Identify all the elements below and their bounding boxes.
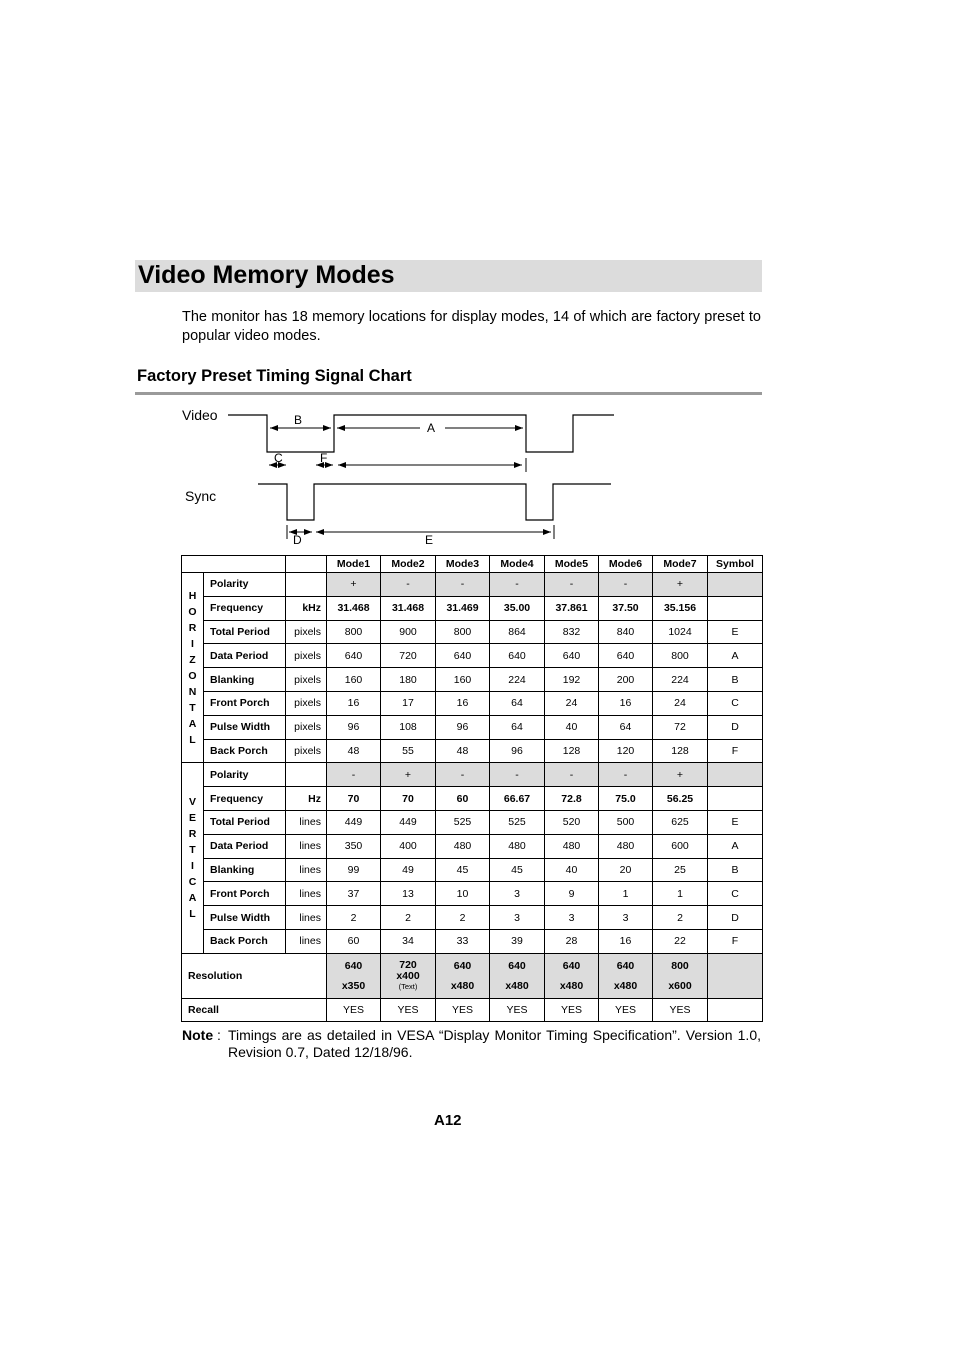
header-mode4: Mode4 — [490, 556, 545, 573]
resolution-height: x400 — [396, 970, 420, 983]
side-letter: R — [188, 621, 197, 634]
cell-value: - — [599, 573, 653, 597]
cell-value: 9 — [545, 882, 599, 906]
row-unit: lines — [286, 810, 327, 834]
label-c: C — [274, 451, 283, 465]
cell-value: 128 — [545, 739, 599, 763]
header-mode6: Mode6 — [599, 556, 653, 573]
header-mode2: Mode2 — [381, 556, 436, 573]
resolution-height: x480 — [505, 979, 529, 992]
cell-value: 22 — [653, 929, 708, 953]
row-label: Total Period — [204, 620, 286, 644]
cell-value: + — [653, 763, 708, 787]
recall-symbol — [708, 998, 763, 1021]
cell-value: 128 — [653, 739, 708, 763]
table-row — [182, 739, 763, 763]
note-label: Note — [182, 1027, 214, 1043]
note-separator: : — [217, 1027, 221, 1043]
row-unit: pixels — [286, 691, 327, 715]
cell-value: 17 — [381, 691, 436, 715]
cell-value: + — [653, 573, 708, 597]
resolution-width: 640 — [562, 959, 581, 972]
cell-value: 480 — [436, 834, 490, 858]
row-unit: lines — [286, 882, 327, 906]
cell-value: 45 — [436, 858, 490, 882]
cell-value: 72 — [653, 715, 708, 739]
cell-value: 96 — [490, 739, 545, 763]
side-letter: O — [188, 605, 197, 618]
row-unit: pixels — [286, 620, 327, 644]
note-text: Timings are as detailed in VESA “Display Monitor Timing Specification”. Version 1.0, Revision 0.7, Dated 12/18/96. — [228, 1027, 761, 1060]
cell-value: 31.468 — [327, 596, 381, 620]
cell-value: 49 — [381, 858, 436, 882]
video-label: Video — [182, 407, 218, 423]
table-row — [182, 668, 763, 692]
cell-value: - — [490, 763, 545, 787]
cell-value: 350 — [327, 834, 381, 858]
cell-value: - — [381, 573, 436, 597]
cell-value: 96 — [436, 715, 490, 739]
resolution-label: Resolution — [182, 953, 327, 998]
timing-diagram — [0, 0, 954, 560]
horizontal-side-label — [182, 573, 204, 763]
row-unit: lines — [286, 929, 327, 953]
row-label: Data Period — [204, 644, 286, 668]
cell-value: 900 — [381, 620, 436, 644]
cell-value: 640 — [436, 644, 490, 668]
table-row — [182, 620, 763, 644]
cell-symbol: C — [708, 882, 763, 906]
cell-value: 832 — [545, 620, 599, 644]
cell-value: 28 — [545, 929, 599, 953]
row-label: Polarity — [204, 763, 286, 787]
row-unit: lines — [286, 858, 327, 882]
resolution-height: x480 — [450, 979, 475, 992]
cell-symbol: A — [708, 834, 763, 858]
cell-value: 13 — [381, 882, 436, 906]
recall-label: Recall — [182, 998, 327, 1021]
cell-symbol: B — [708, 858, 763, 882]
vertical-side-label — [182, 763, 204, 953]
cell-value: 37.50 — [599, 596, 653, 620]
row-unit — [286, 573, 327, 597]
sync-label: Sync — [185, 488, 217, 504]
side-letter: L — [189, 908, 196, 921]
cell-value: + — [381, 763, 436, 787]
cell-value: 640 — [545, 644, 599, 668]
sync-waveform — [258, 484, 611, 520]
side-letter: N — [188, 685, 197, 698]
cell-value: - — [490, 573, 545, 597]
side-letter: V — [188, 796, 196, 809]
row-label: Blanking — [204, 858, 286, 882]
row-label: Frequency — [204, 596, 286, 620]
resolution-height: x600 — [668, 979, 692, 992]
cell-value: 800 — [436, 620, 490, 644]
cell-value: 800 — [327, 620, 381, 644]
cell-value: 16 — [599, 691, 653, 715]
side-letter: E — [188, 812, 196, 825]
cell-value: 625 — [653, 810, 708, 834]
cell-value: - — [545, 573, 599, 597]
row-label: Front Porch — [204, 882, 286, 906]
table-row — [182, 763, 763, 787]
cell-value: 99 — [327, 858, 381, 882]
row-unit: pixels — [286, 739, 327, 763]
resolution-note: (Text) — [398, 982, 418, 992]
row-label: Front Porch — [204, 691, 286, 715]
recall-cell: YES — [381, 998, 436, 1021]
cell-value: 48 — [436, 739, 490, 763]
cell-value: 3 — [490, 882, 545, 906]
recall-cell: YES — [436, 998, 490, 1021]
cell-symbol — [708, 573, 763, 597]
cell-symbol: C — [708, 691, 763, 715]
cell-value: 20 — [599, 858, 653, 882]
row-unit: Hz — [286, 787, 327, 811]
cell-value: 16 — [327, 691, 381, 715]
cell-value: 60 — [436, 787, 490, 811]
row-label: Pulse Width — [204, 715, 286, 739]
cell-symbol: E — [708, 810, 763, 834]
cell-value: 72.8 — [545, 787, 599, 811]
cell-value: 720 — [381, 644, 436, 668]
resolution-height: x480 — [613, 979, 638, 992]
cell-value: + — [327, 573, 381, 597]
cell-value: 2 — [436, 906, 490, 930]
section-title: Factory Preset Timing Signal Chart — [137, 367, 412, 385]
cell-value: 70 — [327, 787, 381, 811]
row-unit: lines — [286, 906, 327, 930]
cell-value: 45 — [490, 858, 545, 882]
row-unit: lines — [286, 834, 327, 858]
table-row — [182, 834, 763, 858]
cell-value: 75.0 — [599, 787, 653, 811]
side-letter: A — [188, 717, 197, 730]
resolution-cell — [599, 953, 653, 998]
cell-value: 2 — [653, 906, 708, 930]
side-letter: I — [191, 637, 194, 650]
row-unit — [286, 763, 327, 787]
cell-value: 864 — [490, 620, 545, 644]
cell-value: 55 — [381, 739, 436, 763]
cell-value: 200 — [599, 668, 653, 692]
table-row — [182, 715, 763, 739]
row-unit: pixels — [286, 644, 327, 668]
header-row — [182, 556, 763, 573]
cell-value: 1 — [653, 882, 708, 906]
row-unit: pixels — [286, 668, 327, 692]
cell-value: 224 — [653, 668, 708, 692]
cell-value: - — [545, 763, 599, 787]
side-letter: O — [188, 669, 197, 682]
cell-value: 24 — [545, 691, 599, 715]
cell-value: 33 — [436, 929, 490, 953]
label-b: B — [294, 413, 303, 427]
cell-value: 25 — [653, 858, 708, 882]
cell-value: 2 — [327, 906, 381, 930]
header-mode1: Mode1 — [327, 556, 381, 573]
cell-value: 64 — [599, 715, 653, 739]
cell-value: 108 — [381, 715, 436, 739]
label-e: E — [425, 533, 434, 547]
table-row — [182, 906, 763, 930]
table-row — [182, 573, 763, 597]
cell-value: 640 — [490, 644, 545, 668]
side-letter: I — [191, 860, 194, 873]
resolution-height: x350 — [341, 979, 366, 992]
resolution-cell — [490, 953, 545, 998]
page-title: Video Memory Modes — [138, 261, 395, 289]
table-row — [182, 787, 763, 811]
resolution-cell — [545, 953, 599, 998]
label-d: D — [293, 533, 302, 547]
note — [182, 1027, 761, 1060]
side-letter: R — [188, 828, 197, 841]
cell-value: 480 — [599, 834, 653, 858]
cell-value: 400 — [381, 834, 436, 858]
cell-value: 3 — [599, 906, 653, 930]
side-letter: T — [189, 701, 196, 714]
cell-symbol — [708, 787, 763, 811]
cell-value: 160 — [436, 668, 490, 692]
cell-value: 500 — [599, 810, 653, 834]
row-label: Back Porch — [204, 739, 286, 763]
resolution-width: 640 — [616, 959, 635, 972]
recall-cell: YES — [653, 998, 708, 1021]
cell-value: 525 — [490, 810, 545, 834]
cell-value: 48 — [327, 739, 381, 763]
label-a: A — [427, 421, 436, 435]
cell-value: 31.468 — [381, 596, 436, 620]
recall-cell: YES — [599, 998, 653, 1021]
header-mode5: Mode5 — [545, 556, 599, 573]
cell-symbol — [708, 763, 763, 787]
cell-value: 16 — [599, 929, 653, 953]
cell-value: 3 — [545, 906, 599, 930]
header-mode3: Mode3 — [436, 556, 490, 573]
cell-value: 66.67 — [490, 787, 545, 811]
resolution-width: 640 — [344, 959, 363, 972]
cell-value: 449 — [381, 810, 436, 834]
cell-value: 449 — [327, 810, 381, 834]
header-unit-blank — [286, 556, 327, 573]
cell-value: 64 — [490, 691, 545, 715]
resolution-width: 800 — [671, 959, 689, 972]
row-label: Data Period — [204, 834, 286, 858]
resolution-height: x480 — [559, 979, 584, 992]
cell-value: 480 — [490, 834, 545, 858]
cell-value: 840 — [599, 620, 653, 644]
cell-value: - — [327, 763, 381, 787]
side-letter: Z — [189, 653, 196, 666]
cell-value: 35.156 — [653, 596, 708, 620]
video-waveform — [228, 415, 614, 452]
page-number: A12 — [434, 1112, 462, 1129]
table-row — [182, 929, 763, 953]
resolution-width: 640 — [453, 959, 472, 972]
row-label: Frequency — [204, 787, 286, 811]
cell-value: 34 — [381, 929, 436, 953]
row-unit: pixels — [286, 715, 327, 739]
side-letter: L — [189, 733, 196, 746]
resolution-cell — [327, 953, 381, 998]
cell-value: 520 — [545, 810, 599, 834]
cell-value: 16 — [436, 691, 490, 715]
cell-value: 40 — [545, 715, 599, 739]
side-letter: A — [188, 892, 197, 905]
cell-symbol — [708, 596, 763, 620]
cell-value: 180 — [381, 668, 436, 692]
recall-cell: YES — [327, 998, 381, 1021]
table-row — [182, 882, 763, 906]
header-mode7: Mode7 — [653, 556, 708, 573]
table-row — [182, 691, 763, 715]
cell-symbol: B — [708, 668, 763, 692]
cell-value: 640 — [599, 644, 653, 668]
cell-value: 1 — [599, 882, 653, 906]
resolution-row — [182, 953, 763, 998]
cell-value: 800 — [653, 644, 708, 668]
resolution-cell — [436, 953, 490, 998]
resolution-width: 720 — [399, 959, 417, 972]
resolution-cell — [653, 953, 708, 998]
cell-symbol: E — [708, 620, 763, 644]
table-row — [182, 810, 763, 834]
row-label: Polarity — [204, 573, 286, 597]
intro-paragraph: The monitor has 18 memory locations for display modes, 14 of which are factory preset to popular video modes. — [182, 309, 761, 344]
row-label: Back Porch — [204, 929, 286, 953]
cell-value: 37 — [327, 882, 381, 906]
resolution-symbol — [708, 953, 763, 998]
cell-value: 120 — [599, 739, 653, 763]
cell-value: 3 — [490, 906, 545, 930]
header-symbol: Symbol — [708, 556, 763, 573]
timing-table — [181, 555, 763, 1022]
cell-value: 56.25 — [653, 787, 708, 811]
side-letter: T — [189, 844, 196, 857]
cell-symbol: D — [708, 715, 763, 739]
cell-symbol: F — [708, 929, 763, 953]
side-letter: H — [188, 589, 197, 602]
table-row — [182, 596, 763, 620]
recall-cell: YES — [490, 998, 545, 1021]
cell-value: 2 — [381, 906, 436, 930]
cell-value: 31.469 — [436, 596, 490, 620]
cell-value: 39 — [490, 929, 545, 953]
cell-value: 24 — [653, 691, 708, 715]
table-row — [182, 858, 763, 882]
row-label: Blanking — [204, 668, 286, 692]
row-label: Total Period — [204, 810, 286, 834]
cell-value: 224 — [490, 668, 545, 692]
recall-cell: YES — [545, 998, 599, 1021]
cell-value: 70 — [381, 787, 436, 811]
cell-value: 192 — [545, 668, 599, 692]
label-f: F — [320, 451, 328, 465]
cell-symbol: A — [708, 644, 763, 668]
cell-value: 37.861 — [545, 596, 599, 620]
resolution-cell — [381, 953, 436, 998]
row-label: Pulse Width — [204, 906, 286, 930]
cell-value: 10 — [436, 882, 490, 906]
cell-value: 160 — [327, 668, 381, 692]
cell-value: - — [436, 763, 490, 787]
cell-value: 600 — [653, 834, 708, 858]
side-letter: C — [188, 876, 197, 889]
cell-value: 640 — [327, 644, 381, 668]
cell-value: - — [436, 573, 490, 597]
cell-value: 60 — [327, 929, 381, 953]
cell-value: 35.00 — [490, 596, 545, 620]
cell-symbol: F — [708, 739, 763, 763]
cell-value: - — [599, 763, 653, 787]
resolution-width: 640 — [508, 959, 526, 972]
cell-value: 40 — [545, 858, 599, 882]
cell-symbol: D — [708, 906, 763, 930]
header-blank — [182, 556, 286, 573]
cell-value: 1024 — [653, 620, 708, 644]
cell-value: 525 — [436, 810, 490, 834]
cell-value: 480 — [545, 834, 599, 858]
cell-value: 64 — [490, 715, 545, 739]
table-row — [182, 644, 763, 668]
row-unit: kHz — [286, 596, 327, 620]
cell-value: 96 — [327, 715, 381, 739]
recall-row — [182, 998, 763, 1021]
